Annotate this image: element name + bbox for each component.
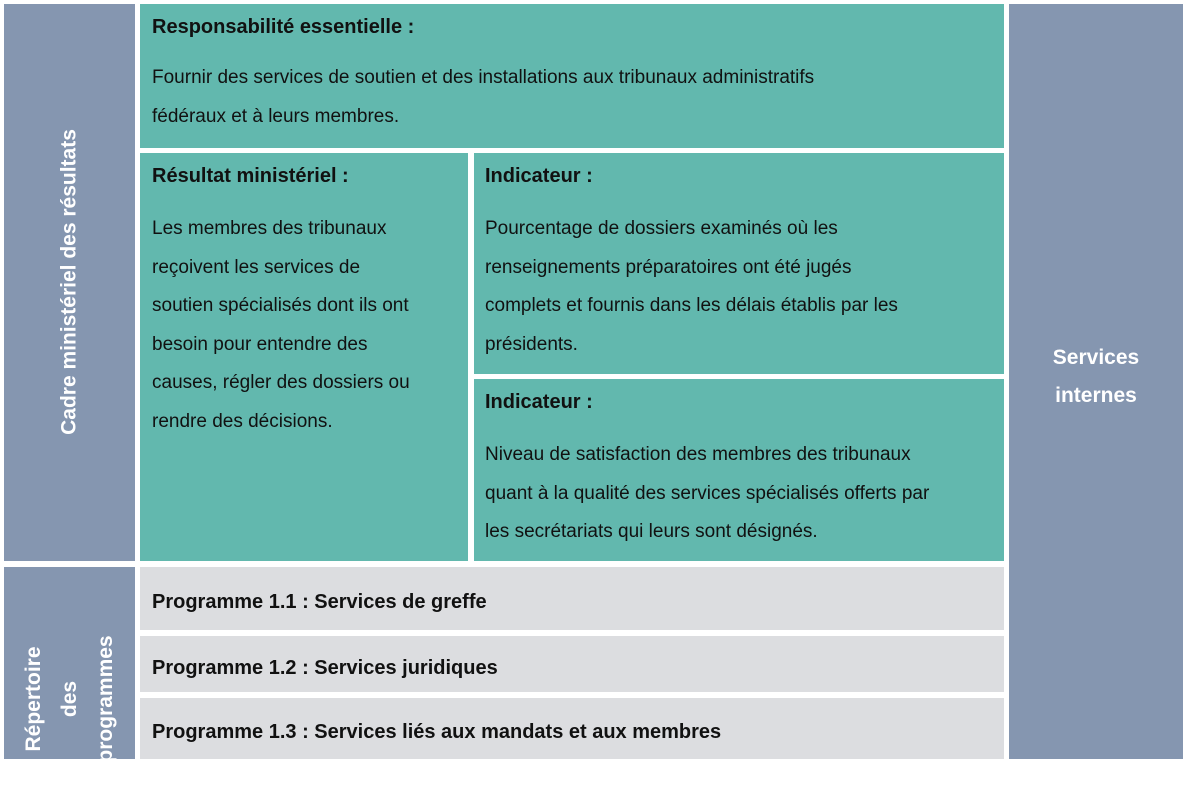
core-responsibility-heading: Responsabilité essentielle : [152, 16, 415, 38]
internal-services-label [1009, 339, 1183, 415]
internal-services-column [1009, 4, 1183, 759]
framework-label: Cadre ministériel des résultats [57, 129, 81, 435]
program-label: Programme 1.2 : Services juridiques [152, 657, 498, 679]
text-line: quant à la qualité des services spécialisés offerts par [485, 482, 930, 504]
core-responsibility-box [140, 4, 1004, 148]
text-line: présidents. [485, 333, 578, 355]
program-inventory-column [4, 567, 135, 763]
indicator-text [485, 210, 898, 364]
text-line: complets et fournis dans les délais établis par les [485, 295, 898, 316]
program-label: Programme 1.1 : Services de greffe [152, 591, 487, 613]
departmental-result-heading: Résultat ministériel : [152, 165, 349, 187]
indicator-heading: Indicateur : [485, 391, 593, 413]
departmental-result-text [152, 210, 410, 441]
indicator-text [485, 436, 929, 552]
departmental-result-box [140, 153, 468, 561]
text-line: rendre des décisions. [152, 410, 333, 432]
text-line: fédéraux et à leurs membres. [152, 105, 400, 127]
program-box [140, 567, 1004, 630]
text-line: Niveau de satisfaction des membres des tribunaux [485, 444, 911, 465]
indicator-heading: Indicateur : [485, 165, 593, 187]
program-inventory-line: programmes [94, 635, 117, 763]
core-responsibility-text [152, 59, 814, 136]
indicator-box [474, 153, 1004, 374]
program-label: Programme 1.3 : Services liés aux mandats et aux membres [152, 721, 722, 743]
text-line: besoin pour entendre des [152, 333, 368, 355]
program-inventory-label [16, 603, 124, 795]
text-line: causes, régler des dossiers ou [152, 372, 410, 393]
text-line: Pourcentage de dossiers examinés où les [485, 218, 838, 239]
program-inventory-line: des [58, 680, 81, 718]
text-line: Les membres des tribunaux [152, 218, 387, 239]
text-line: reçoivent les services de [152, 256, 361, 278]
program-inventory-line: Répertoire [22, 646, 45, 752]
program-box [140, 636, 1004, 692]
text-line: renseignements préparatoires ont été jugés [485, 256, 852, 278]
text-line: Services [1052, 346, 1140, 369]
text-line: Fournir des services de soutien et des installations aux tribunaux administratifs [152, 67, 815, 88]
text-line: internes [1055, 384, 1137, 407]
text-line: les secrétariats qui leurs sont désignés. [485, 521, 818, 542]
framework-column [4, 4, 135, 561]
text-line: soutien spécialisés dont ils ont [152, 295, 409, 316]
indicator-box [474, 379, 1004, 561]
program-box [140, 698, 1004, 759]
